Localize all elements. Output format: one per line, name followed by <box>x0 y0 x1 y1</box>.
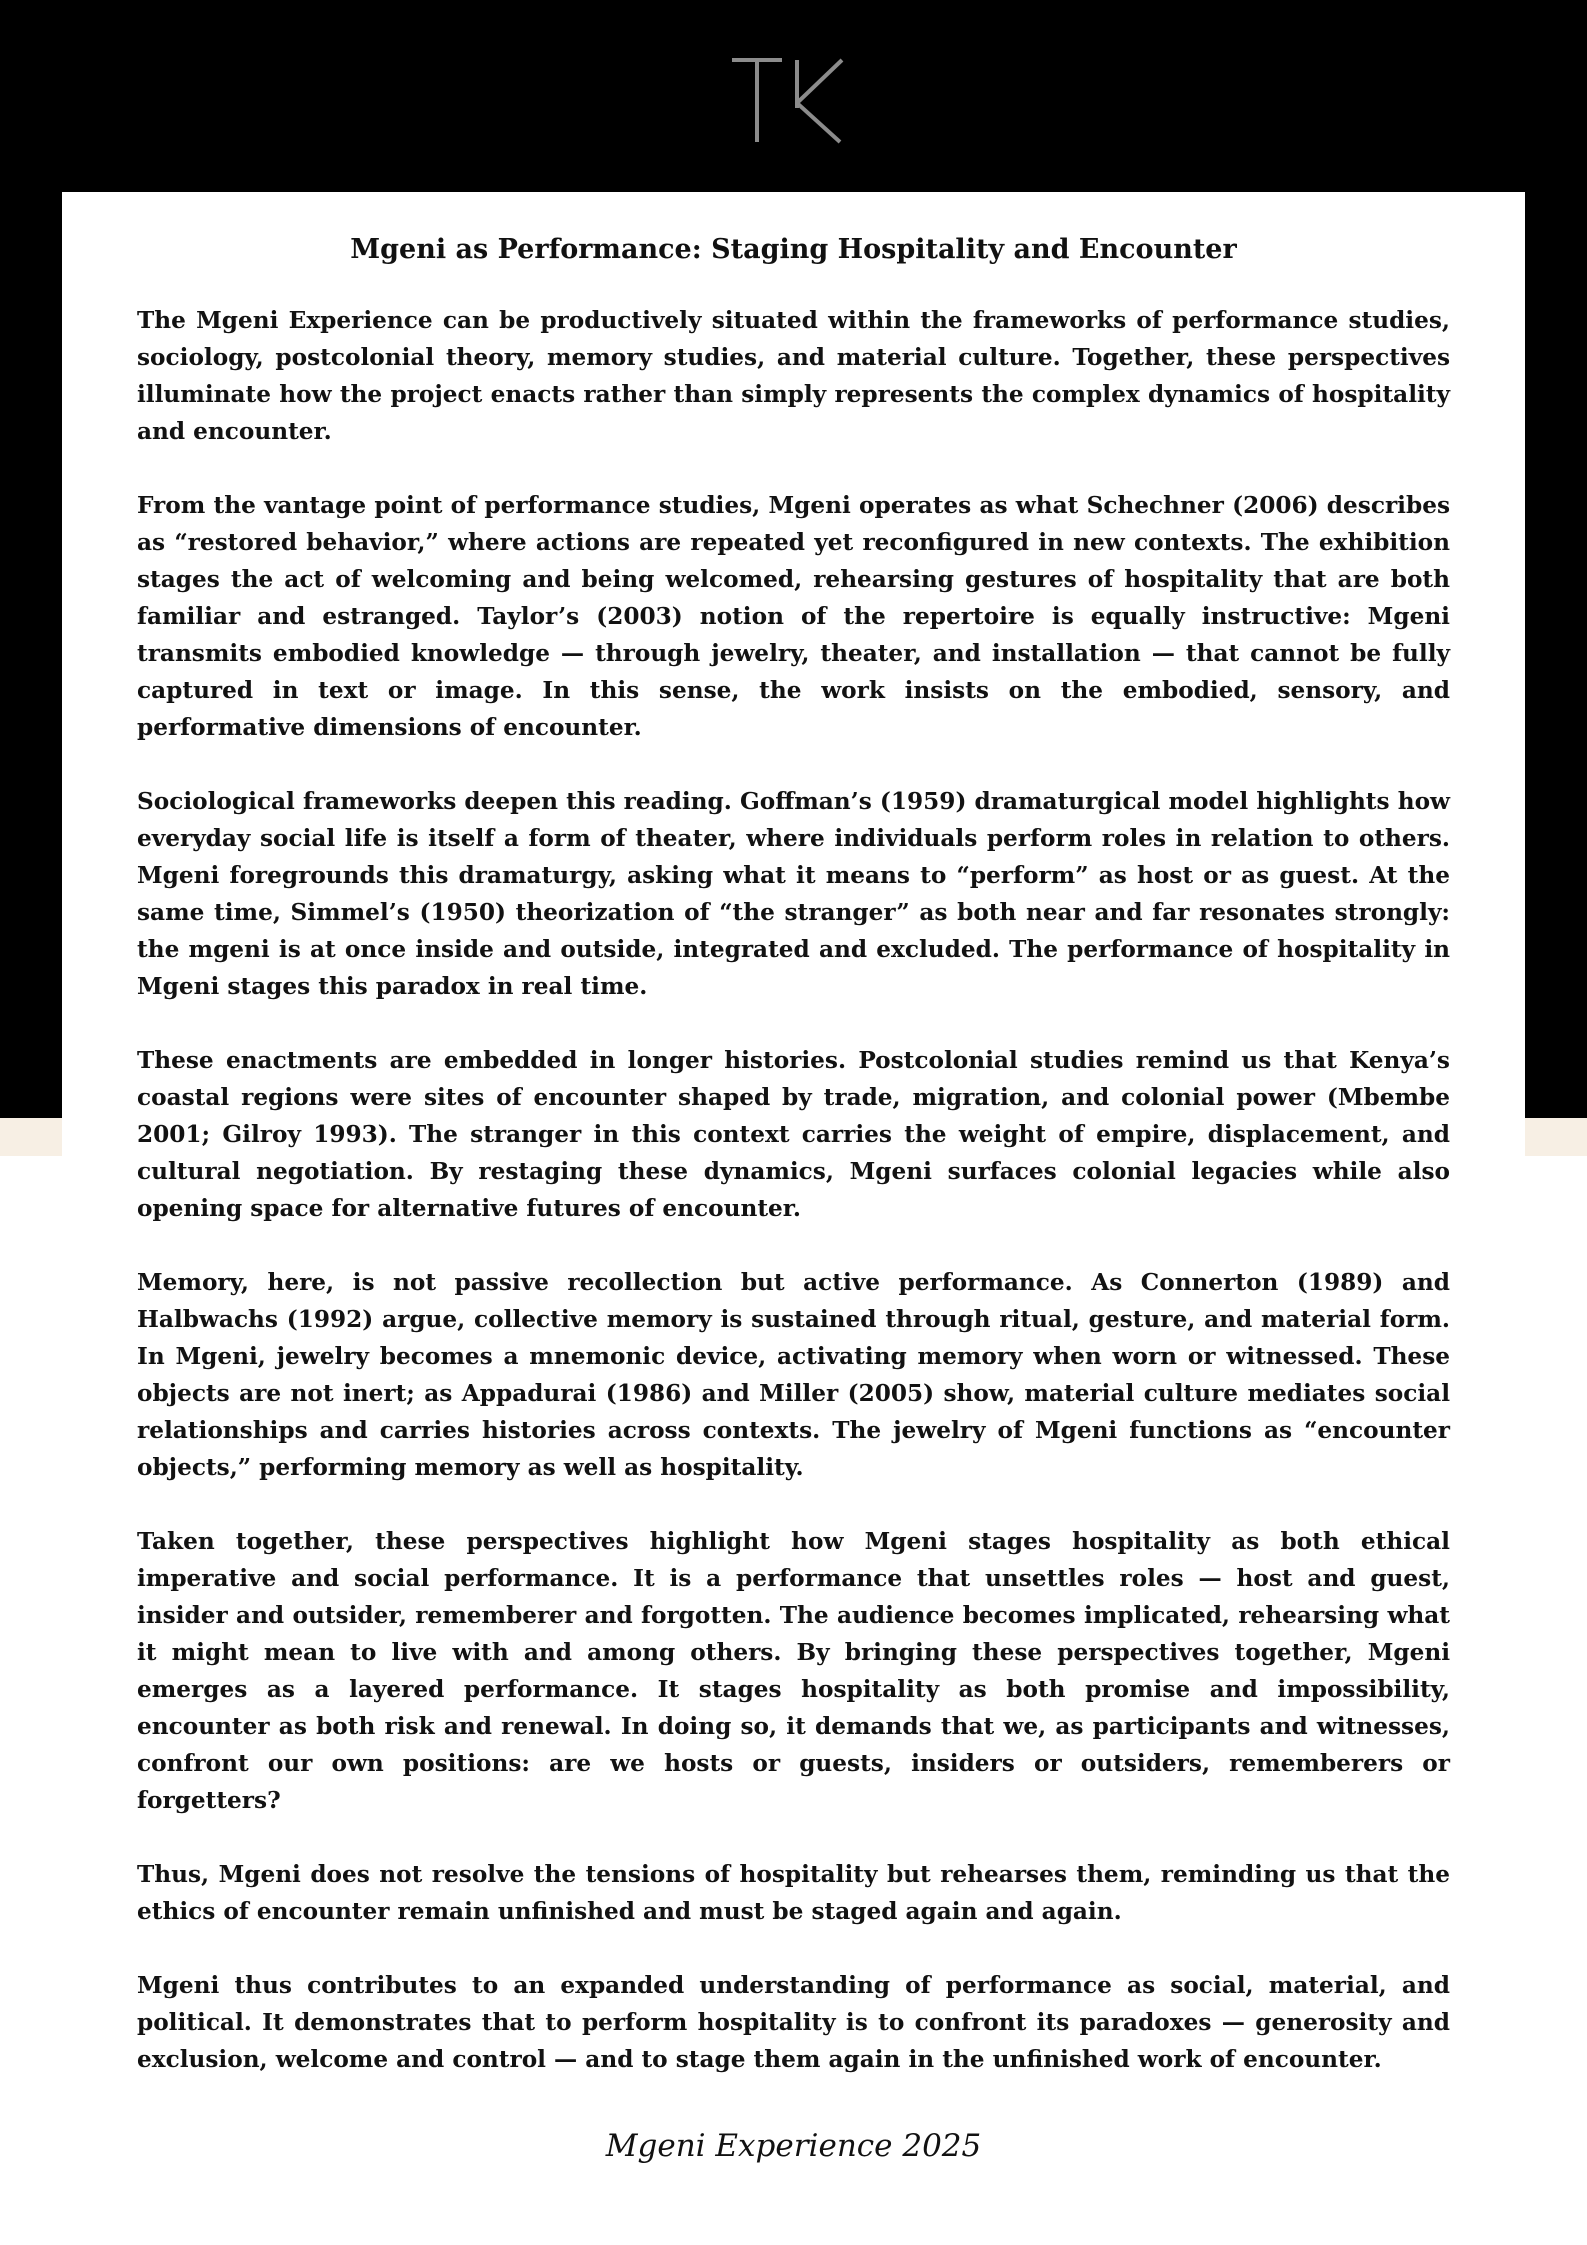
paragraph: Memory, here, is not passive recollection but active performance. As Connerton (1989) and Halbwachs (1992) argue, collective memory is sustained through ritual, gesture, and material form. In Mgeni, jewelry becomes a mnemonic device, activating memory when worn or witnessed. These objects are not inert; as Appadurai (1986) and Miller (2005) show, material culture mediates social relationships and carries histories across contexts. The jewelry of Mgeni functions as “encounter objects,” performing memory as well as hospitality. <box>137 1269 1450 1481</box>
paragraph: Taken together, these perspectives highlight how Mgeni stages hospitality as both ethical imperative and social performance. It is a performance that unsettles roles — host and guest, insider and outsider, rememberer and forgotten. The audience becomes implicated, rehearsing what it might mean to live with and among others. By bringing these perspectives together, Mgeni emerges as a layered performance. It stages hospitality as both promise and impossibility, encounter as both risk and renewal. In doing so, it demands that we, as participants and witnesses, confront our own positions: are we hosts or guests, insiders or outsiders, rememberers or forgetters? <box>137 1528 1450 1814</box>
paragraph: From the vantage point of performance studies, Mgeni operates as what Schechner (2006) describes as “restored behavior,” where actions are repeated yet reconfigured in new contexts. The exhibition stages the act of welcoming and being welcomed, rehearsing gestures of hospitality that are both familiar and estranged. Taylor’s (2003) notion of the repertoire is equally instructive: Mgeni transmits embodied knowledge — through jewelry, theater, and installation — that cannot be fully captured in text or image. In this sense, the work insists on the embodied, sensory, and performative dimensions of encounter. <box>137 492 1450 741</box>
document-footer: Mgeni Experience 2025 <box>605 2128 982 2164</box>
paragraph: Thus, Mgeni does not resolve the tensions of hospitality but rehearses them, reminding us that the ethics of encounter remain unfinished and must be staged again and again. <box>137 1861 1450 1925</box>
document-title: Mgeni as Performance: Staging Hospitality and Encounter <box>350 234 1237 265</box>
paragraph: These enactments are embedded in longer histories. Postcolonial studies remind us that Kenya’s coastal regions were sites of encounter shaped by trade, migration, and colonial power (Mbembe 2001; Gilroy 1993). The stranger in this context carries the weight of empire, displacement, and cultural negotiation. By restaging these dynamics, Mgeni surfaces colonial legacies while also opening space for alternative futures of encounter. <box>137 1047 1450 1222</box>
paragraph: Mgeni thus contributes to an expanded understanding of performance as social, material, and political. It demonstrates that to perform hospitality is to confront its paradoxes — generosity and exclusion, welcome and control — and to stage them again in the unfinished work of encounter. <box>137 1972 1450 2073</box>
tk-logo <box>732 58 848 144</box>
document-body <box>137 302 1450 2115</box>
paragraph: The Mgeni Experience can be productively situated within the frameworks of performance studies, sociology, postcolonial theory, memory studies, and material culture. Together, these perspectives illuminate how the project enacts rather than simply represents the complex dynamics of hospitality and encounter. <box>137 307 1450 445</box>
paragraph: Sociological frameworks deepen this reading. Goffman’s (1959) dramaturgical model highlights how everyday social life is itself a form of theater, where individuals perform roles in relation to others. Mgeni foregrounds this dramaturgy, asking what it means to “perform” as host or as guest. At the same time, Simmel’s (1950) theorization of “the stranger” as both near and far resonates strongly: the mgeni is at once inside and outside, integrated and excluded. The performance of hospitality in Mgeni stages this paradox in real time. <box>137 788 1450 1000</box>
